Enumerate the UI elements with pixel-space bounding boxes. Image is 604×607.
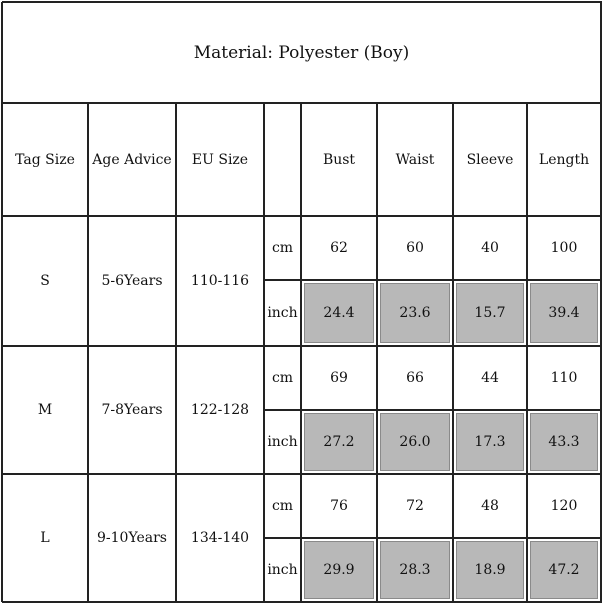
inch-bust-cell: 27.2 <box>323 434 355 450</box>
grid-line <box>264 409 602 411</box>
grid-line <box>2 473 602 475</box>
cm-sleeve-cell: 40 <box>481 240 499 256</box>
grid-line <box>376 103 378 602</box>
cm-bust-cell: 62 <box>330 240 348 256</box>
header-age-advice: Age Advice <box>92 151 172 168</box>
cm-waist-cell: 66 <box>406 370 424 386</box>
cm-bust-cell: 69 <box>330 370 348 386</box>
grid-line <box>264 279 602 281</box>
header-length: Length <box>538 151 590 168</box>
grid-line <box>264 537 602 539</box>
eu-size-cell: 122-128 <box>190 402 250 418</box>
inch-bust-cell: 24.4 <box>323 305 355 321</box>
unit-cm-cell: cm <box>271 498 294 514</box>
eu-size-cell: 134-140 <box>190 530 250 546</box>
grid-line <box>600 2 602 602</box>
header-sleeve: Sleeve <box>466 151 514 168</box>
unit-inch-cell: inch <box>267 434 298 450</box>
grid-line <box>300 103 302 602</box>
inch-sleeve-cell: 17.3 <box>474 434 506 450</box>
tag-size-cell: M <box>37 402 53 418</box>
grid-line <box>2 345 602 347</box>
age-advice-cell: 7-8Years <box>101 402 163 418</box>
grid-line <box>175 103 177 602</box>
cm-length-cell: 100 <box>550 240 578 256</box>
inch-length-cell: 43.3 <box>548 434 580 450</box>
inch-waist-cell: 28.3 <box>399 562 431 578</box>
grid-line <box>87 103 89 602</box>
inch-bust-cell: 29.9 <box>323 562 355 578</box>
cm-bust-cell: 76 <box>330 498 348 514</box>
header-bust: Bust <box>322 151 356 168</box>
grid-line <box>526 103 528 602</box>
header-unit <box>264 103 301 216</box>
grid-line <box>2 102 602 104</box>
grid-line <box>1 2 3 602</box>
unit-cm-cell: cm <box>271 240 294 256</box>
grid-line <box>2 1 602 3</box>
cm-sleeve-cell: 48 <box>481 498 499 514</box>
grid-line <box>452 103 454 602</box>
inch-sleeve-cell: 18.9 <box>474 562 506 578</box>
age-advice-cell: 9-10Years <box>97 530 167 546</box>
grid-line <box>2 601 602 603</box>
unit-inch-cell: inch <box>267 562 298 578</box>
inch-waist-cell: 26.0 <box>399 434 431 450</box>
grid-line <box>2 215 602 217</box>
age-advice-cell: 5-6Years <box>101 273 163 289</box>
eu-size-cell: 110-116 <box>190 273 250 289</box>
cm-sleeve-cell: 44 <box>481 370 499 386</box>
inch-length-cell: 47.2 <box>548 562 580 578</box>
inch-sleeve-cell: 15.7 <box>474 305 506 321</box>
header-waist: Waist <box>395 151 435 168</box>
cm-length-cell: 110 <box>550 370 578 386</box>
header-tag-size: Tag Size <box>15 151 75 168</box>
unit-cm-cell: cm <box>271 370 294 386</box>
inch-waist-cell: 23.6 <box>399 305 431 321</box>
tag-size-cell: L <box>40 530 50 546</box>
header-eu-size: EU Size <box>191 151 249 168</box>
table-title: Material: Polyester (Boy) <box>193 42 410 63</box>
unit-inch-cell: inch <box>267 305 298 321</box>
tag-size-cell: S <box>40 273 50 289</box>
cm-length-cell: 120 <box>550 498 578 514</box>
inch-length-cell: 39.4 <box>548 305 580 321</box>
grid-line <box>263 103 265 602</box>
cm-waist-cell: 72 <box>406 498 424 514</box>
cm-waist-cell: 60 <box>406 240 424 256</box>
